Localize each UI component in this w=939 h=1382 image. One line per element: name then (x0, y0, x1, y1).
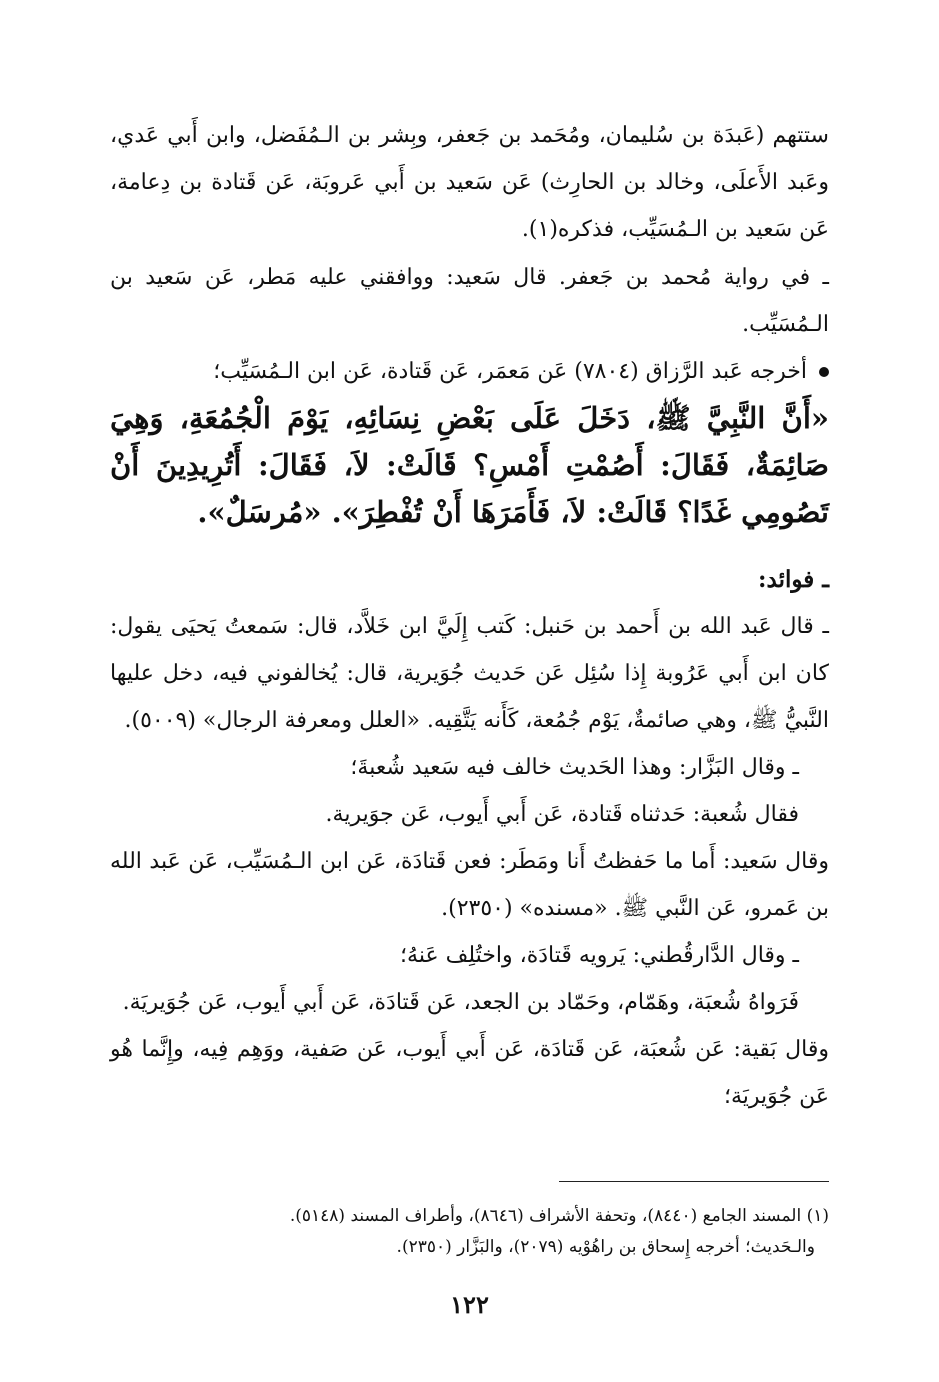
paragraph-riwaya-note: ـ في رواية مُحمد بن جَعفر. قال سَعيد: ووافقني عليه مَطر، عَن سَعيد بن الـمُسَيِّب. (110, 265, 829, 337)
page-number: ١٢٢ (450, 1290, 489, 1319)
paragraph-baqiyya: وقال بَقية: عَن شُعبَة، عَن قَتادَة، عَن أَبي أَيوب، عَن صَفية، ووَهِم فِيه، وإِنَّما هُو عَن جُوَيريَة؛ (110, 1037, 829, 1109)
paragraph-takhrij-bullet (110, 348, 829, 395)
footnote-1: (١) المسند الجامع (٨٤٤٠)، وتحفة الأشراف (٨٦٤٦)، وأطراف المسند (٥١٤٨). (289, 1206, 829, 1226)
takhrij-text: أخرجه عَبد الرَّزاق (٧٨٠٤) عَن مَعمَر، عَن قَتادة، عَن ابن الـمُسَيِّب؛ (213, 359, 807, 384)
section-heading-fawaid: ـ فوائد: (758, 566, 829, 593)
paragraph-said: وقال سَعيد: أَما ما حَفظتُ أَنا ومَطَر: فعن قَتادَة، عَن ابن الـمُسَيِّب، عَن عَبد الله بن عَمرو، عَن النَّبي ﷺ. «مسنده» (٢٣٥٠). (110, 849, 829, 921)
paragraph-rawahu: فَرَواهُ شُعبَة، وهَمّام، وحَمّاد بن الجعد، عَن قَتادَة، عَن أَبي أَيوب، عَن جُوَيريَة. (122, 990, 799, 1015)
paragraph-daraqutni: ـ وقال الدَّارقُطني: يَرويه قَتادَة، واختُلِف عَنهُ؛ (400, 943, 799, 968)
hadith-text: «أَنَّ النَّبِيَّ ﷺ، دَخَلَ عَلَى بَعْضِ نِسَائِهِ، يَوْمَ الْجُمُعَةِ، وَهِيَ صَائِمَةٌ، فَقَالَ: أَصُمْتِ أَمْسِ؟ قَالَتْ: لاَ، فَقَالَ: أَتُرِيدِينَ أَنْ تَصُومِي غَدًا؟ قَالَتْ: لاَ، فَأَمَرَهَا أَنْ تُفْطِرَ». «مُرسَلٌ». (110, 401, 829, 529)
bullet-icon (819, 367, 829, 377)
footnote-1-continued: والـحَديث؛ أخرجه إِسحاق بن راهُوْيه (٢٠٧٩)، والبَزَّار (٢٣٥٠). (396, 1237, 815, 1257)
paragraph-bazzar: ـ وقال البَزَّار: وهذا الحَديث خالف فيه سَعيد شُعبةَ؛ (350, 755, 799, 780)
paragraph-chain-of-narrators: ستتهم (عَبدَة بن سُليمان، ومُحَمد بن جَعفر، وبِشر بن الـمُفَضل، وابن أَبي عَدي، وعَبد الأَعلَى، وخالد بن الحارِث) عَن سَعيد بن أَبي عَروبَة، عَن قَتادة بن دِعامة، عَن سَعيد بن الـمُسَيِّب، فذكره(١). (110, 123, 829, 242)
footnote-divider (559, 1181, 829, 1182)
paragraph-ibn-hanbal: ـ قال عَبد الله بن أَحمد بن حَنبل: كَتب إِلَيَّ ابن خَلاَّد، قال: سَمعتُ يَحيَى يقول: كان ابن أَبي عَرُوبة إِذا سُئِل عَن حَديث جُوَيرية، قال: يُخالفوني فيه، دخل عليها النَّبيُّ ﷺ، وهي صائمةٌ، يَوْم جُمُعة، كَأَنه يَتَّقِيه. «العلل ومعرفة الرجال» (٥٠٠٩). (110, 614, 829, 733)
paragraph-shuba: فقال شُعبة: حَدثناه قَتادة، عَن أَبي أَيوب، عَن جوَيرية. (325, 802, 799, 827)
